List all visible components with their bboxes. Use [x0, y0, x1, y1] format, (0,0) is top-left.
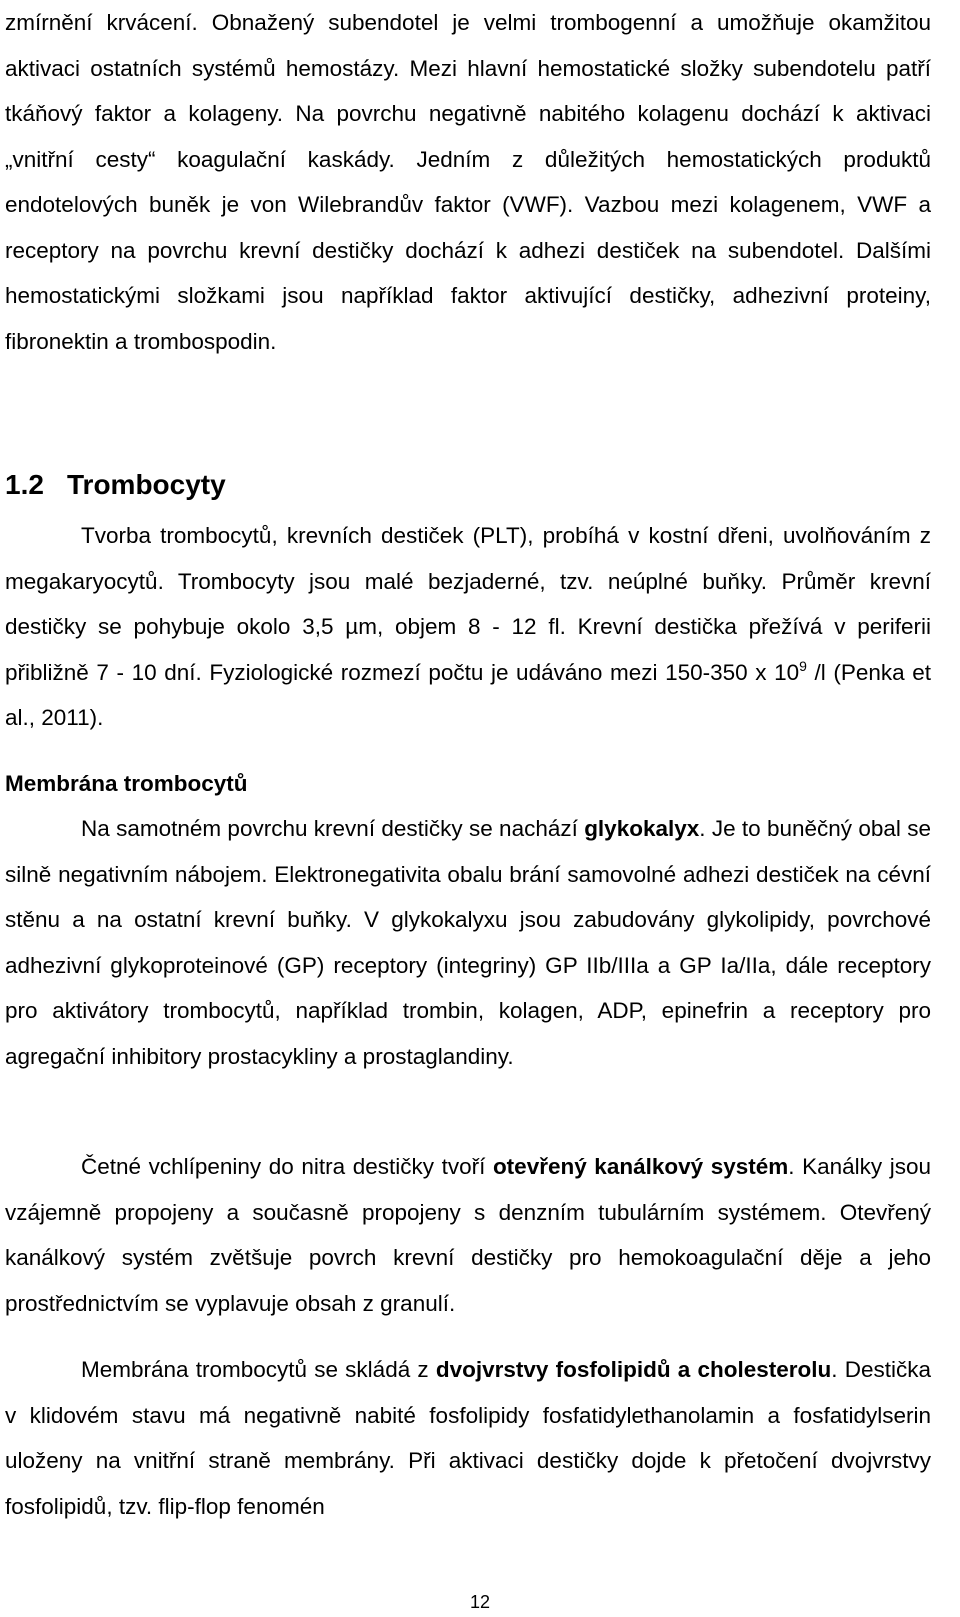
kanalky-text-end: . Kanálky jsou vzájemně propojeny a současně propojeny s denzním tubulárním systémem. Otevřený kanálkový systém zvětšuje povrch krevní destičky pro hemokoagulační děje a jeho prostřednictvím se vyplavuje obsah z granulí.	[5, 1154, 932, 1316]
section-title: Trombocyty	[67, 469, 226, 500]
tvorba-text-end: /l (Penka et al., 2011).	[5, 659, 932, 730]
fosfolipidy-paragraph	[5, 1347, 931, 1529]
fosfolipidy-text: Membrána trombocytů se skládá z	[81, 1357, 436, 1382]
section-number: 1.2	[5, 469, 44, 500]
kanalky-term: otevřený kanálkový systém	[492, 1154, 789, 1179]
exponent: 9	[799, 657, 807, 674]
glykokalyx-text: Na samotném povrchu krevní destičky se nachází	[81, 816, 585, 841]
glykokalyx-text-end: . Je to buněčný obal se silně negativním nábojem. Elektronegativita obalu brání samovolné adhezi destiček na cévní stěnu a na ostatní krevní buňky. V glykokalyxu jsou zabudovány glykolipidy, povrchové adhezivní glykoproteinové (GP) receptory (integriny) GP IIb/IIIa a GP Ia/IIa, dále receptory pro aktivátory trombocytů, například trombin, kolagen, ADP, epinefrin a receptory pro agregační inhibitory prostacykliny a prostaglandiny.	[5, 816, 931, 1069]
fosfolipidy-term: dvojvrstvy fosfolipidů a cholesterolu	[435, 1357, 832, 1382]
glykokalyx-paragraph	[5, 806, 931, 1079]
fosfolipidy-text-end: . Destička v klidovém stavu má negativně nabité fosfolipidy fosfatidylethanolamin a fosfatidylserin uloženy na vnitřní straně membrány. Při aktivaci destičky dojde k přetočení dvojvrstvy fosfolipidů, tzv. flip-flop fenomén	[5, 1357, 931, 1519]
intro-paragraph	[5, 0, 931, 364]
subsection-heading: Membrána trombocytů	[5, 771, 248, 796]
intro-text: zmírnění krvácení. Obnažený subendotel je velmi trombogenní a umožňuje okamžitou aktivaci ostatních systémů hemostázy. Mezi hlavní hemostatické složky subendotelu patří tkáňový faktor a kolageny. Na povrchu negativně nabitého kolagenu dochází k aktivaci „vnitřní cesty“ koagulační kaskády. Jedním z důležitých hemostatických produktů endotelových buněk je von Wilebrandův faktor (VWF). Vazbou mezi kolagenem, VWF a receptory na povrchu krevní destičky dochází k adhezi destiček na subendotel. Dalšími hemostatickými složkami jsou například faktor aktivující destičky, adhezivní proteiny, fibronektin a trombospodin.	[5, 10, 931, 354]
kanalky-text: Četné vchlípeniny do nitra destičky tvoří	[81, 1154, 493, 1179]
kanalky-paragraph	[5, 1144, 931, 1326]
glykokalyx-term: glykokalyx	[584, 816, 700, 841]
tvorba-text: Tvorba trombocytů, krevních destiček (PLT), probíhá v kostní dřeni, uvolňováním z megakaryocytů. Trombocyty jsou malé bezjaderné, tzv. neúplné buňky. Průměr krevní destičky se pohybuje okolo 3,5 µm, objem 8 - 12 fl. Krevní destička přežívá v periferii přibližně 7 - 10 dní. Fyziologické rozmezí počtu je udáváno mezi 150-350 x 10	[5, 523, 931, 685]
page-number: 12	[469, 1592, 491, 1612]
section-heading	[5, 463, 226, 507]
tvorba-paragraph	[5, 513, 931, 741]
